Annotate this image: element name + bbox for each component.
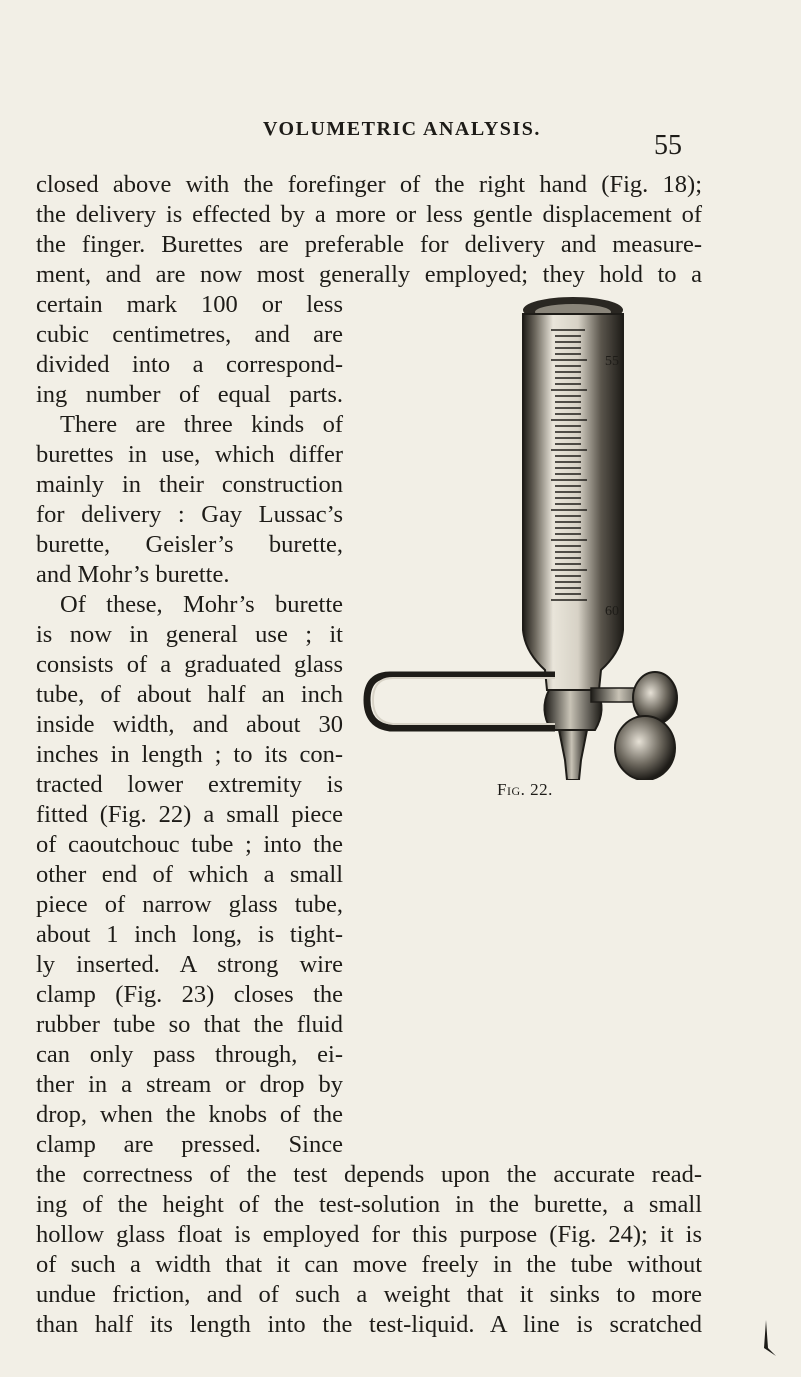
text-line: ing number of equal parts.	[36, 381, 343, 408]
text-line: consists of a graduated glass	[36, 651, 343, 678]
text-line: clamp are pressed. Since	[36, 1131, 343, 1158]
page-number: 55	[654, 130, 682, 161]
scale-label-60: 60	[605, 604, 619, 619]
text-line: piece of narrow glass tube,	[36, 891, 343, 918]
text-line: mainly in their construction	[36, 471, 343, 498]
text-line: inside width, and about 30	[36, 711, 343, 738]
text-line: ment, and are now most generally employed; they hold to a	[36, 261, 702, 288]
running-head: VOLUMETRIC ANALYSIS.	[263, 118, 541, 140]
figure-caption: Fig. 22.	[497, 780, 553, 799]
text-line: ther in a stream or drop by	[36, 1071, 343, 1098]
text-line: closed above with the forefinger of the right hand (Fig. 18);	[36, 171, 702, 198]
text-line: can only pass through, ei-	[36, 1041, 343, 1068]
text-line: burettes in use, which differ	[36, 441, 343, 468]
text-line: the delivery is effected by a more or less gentle displacement of	[36, 201, 702, 228]
text-line: clamp (Fig. 23) closes the	[36, 981, 343, 1008]
text-line: the finger. Burettes are preferable for delivery and measure-	[36, 231, 702, 258]
text-line: undue friction, and of such a weight that it sinks to more	[36, 1281, 702, 1308]
text-line: fitted (Fig. 22) a small piece	[36, 801, 343, 828]
text-line: inches in length ; to its con-	[36, 741, 343, 768]
text-line: drop, when the knobs of the	[36, 1101, 343, 1128]
text-line: is now in general use ; it	[36, 621, 343, 648]
graduated-tube	[523, 314, 623, 690]
text-line: There are three kinds of	[60, 411, 343, 438]
text-line: other end of which a small	[36, 861, 343, 888]
burette-illustration	[355, 280, 685, 780]
text-line: tube, of about half an inch	[36, 681, 343, 708]
glass-tip	[559, 730, 587, 780]
text-line: certain mark 100 or less	[36, 291, 343, 318]
text-line: about 1 inch long, is tight-	[36, 921, 343, 948]
text-line: of such a width that it can move freely in the tube without	[36, 1251, 702, 1278]
text-line: for delivery : Gay Lussac’s	[36, 501, 343, 528]
text-line: Of these, Mohr’s burette	[60, 591, 343, 618]
text-line: hollow glass float is employed for this purpose (Fig. 24); it is	[36, 1221, 702, 1248]
scale-label-55: 55	[605, 354, 619, 369]
text-line: ly inserted. A strong wire	[36, 951, 343, 978]
text-line: cubic centimetres, and are	[36, 321, 343, 348]
text-line: of caoutchouc tube ; into the	[36, 831, 343, 858]
text-line: burette, Geisler’s burette,	[36, 531, 343, 558]
wire-clamp	[367, 675, 555, 728]
clamp-knob-lower	[615, 716, 675, 780]
text-line: ing of the height of the test-solution in the burette, a small	[36, 1191, 702, 1218]
text-line: tracted lower extremity is	[36, 771, 343, 798]
text-line: rubber tube so that the fluid	[36, 1011, 343, 1038]
margin-mark	[760, 1318, 780, 1358]
text-line: and Mohr’s burette.	[36, 561, 230, 588]
text-line: the correctness of the test depends upon the accurate read-	[36, 1161, 702, 1188]
text-line: than half its length into the test-liquid. A line is scratched	[36, 1311, 702, 1338]
text-line: divided into a correspond-	[36, 351, 343, 378]
